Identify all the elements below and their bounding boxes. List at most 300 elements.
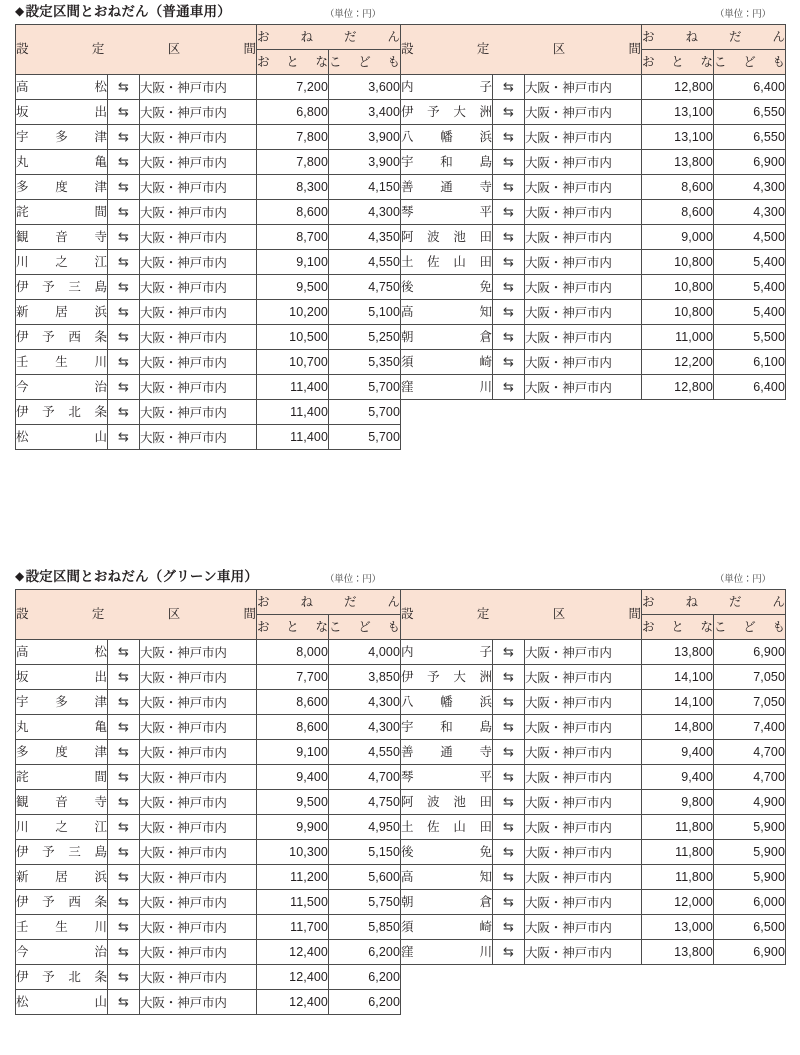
- station-name-label: 多度津: [16, 744, 107, 759]
- table-row: [401, 275, 786, 300]
- station-name-cell: [401, 640, 493, 665]
- swap-arrow-icon: ⇆: [493, 715, 525, 740]
- destination-cell: 大阪・神戸市内: [140, 325, 257, 350]
- table-row: [16, 275, 401, 300]
- child-fare-cell: 6,500: [714, 915, 786, 940]
- station-name-label: 新居浜: [16, 304, 107, 319]
- child-fare-cell: 5,350: [329, 350, 401, 375]
- adult-fare-cell: 7,200: [257, 75, 329, 100]
- table-row: [16, 815, 401, 840]
- swap-arrow-icon: ⇆: [108, 125, 140, 150]
- table-row: [401, 325, 786, 350]
- destination-cell: 大阪・神戸市内: [140, 715, 257, 740]
- station-name-cell: [16, 225, 108, 250]
- destination-cell: 大阪・神戸市内: [525, 375, 642, 400]
- destination-cell: 大阪・神戸市内: [525, 150, 642, 175]
- destination-cell: 大阪・神戸市内: [140, 175, 257, 200]
- station-name-cell: [16, 175, 108, 200]
- child-fare-cell: 4,000: [329, 640, 401, 665]
- adult-fare-cell: 11,400: [257, 375, 329, 400]
- swap-arrow-icon: ⇆: [493, 200, 525, 225]
- swap-arrow-icon: ⇆: [108, 350, 140, 375]
- child-fare-cell: 4,750: [329, 275, 401, 300]
- column-header-adult: お と な: [257, 615, 329, 640]
- fare-rows-left-ordinary: [16, 75, 401, 450]
- swap-arrow-icon: ⇆: [493, 815, 525, 840]
- station-name-label: 伊予大洲: [401, 104, 492, 119]
- table-row: [16, 125, 401, 150]
- child-fare-cell: 5,250: [329, 325, 401, 350]
- destination-cell: 大阪・神戸市内: [140, 225, 257, 250]
- fare-rows-right-green: [401, 640, 786, 965]
- child-fare-cell: 5,700: [329, 425, 401, 450]
- swap-arrow-icon: ⇆: [493, 175, 525, 200]
- station-name-label: 多度津: [16, 179, 107, 194]
- station-name-cell: [16, 690, 108, 715]
- table-row: [16, 640, 401, 665]
- station-name-cell: [16, 790, 108, 815]
- station-name-label: 朝 倉: [401, 894, 492, 909]
- station-name-cell: [401, 300, 493, 325]
- station-name-cell: [16, 400, 108, 425]
- child-fare-cell: 7,400: [714, 715, 786, 740]
- table-row: [401, 790, 786, 815]
- child-fare-cell: 4,900: [714, 790, 786, 815]
- adult-fare-cell: 9,400: [257, 765, 329, 790]
- swap-arrow-icon: ⇆: [493, 890, 525, 915]
- fare-section-ordinary-car: [0, 0, 800, 450]
- swap-arrow-icon: ⇆: [493, 225, 525, 250]
- destination-cell: 大阪・神戸市内: [140, 75, 257, 100]
- table-row: [16, 200, 401, 225]
- station-name-cell: [16, 990, 108, 1015]
- station-name-cell: [16, 815, 108, 840]
- swap-arrow-icon: ⇆: [108, 665, 140, 690]
- section-title-row: [15, 565, 788, 589]
- station-name-label: 八幡浜: [401, 129, 492, 144]
- table-row: [401, 715, 786, 740]
- destination-cell: 大阪・神戸市内: [140, 665, 257, 690]
- child-fare-cell: 6,200: [329, 965, 401, 990]
- child-fare-cell: 4,550: [329, 250, 401, 275]
- swap-arrow-icon: ⇆: [493, 865, 525, 890]
- station-name-cell: [401, 200, 493, 225]
- swap-arrow-icon: ⇆: [493, 150, 525, 175]
- child-fare-cell: 4,300: [329, 690, 401, 715]
- destination-cell: 大阪・神戸市内: [525, 225, 642, 250]
- table-row: [401, 940, 786, 965]
- table-row: [16, 965, 401, 990]
- destination-cell: 大阪・神戸市内: [140, 965, 257, 990]
- column-header-child: こ ど も: [329, 615, 401, 640]
- table-header-row: [401, 25, 786, 50]
- child-fare-cell: 5,400: [714, 250, 786, 275]
- adult-fare-cell: 8,600: [257, 715, 329, 740]
- station-name-cell: [401, 175, 493, 200]
- swap-arrow-icon: ⇆: [108, 915, 140, 940]
- destination-cell: 大阪・神戸市内: [140, 250, 257, 275]
- destination-cell: 大阪・神戸市内: [140, 990, 257, 1015]
- station-name-cell: [401, 815, 493, 840]
- destination-cell: 大阪・神戸市内: [140, 200, 257, 225]
- adult-fare-cell: 9,900: [257, 815, 329, 840]
- adult-fare-cell: 14,100: [642, 665, 714, 690]
- child-fare-cell: 5,400: [714, 300, 786, 325]
- station-name-label: 高 松: [16, 644, 107, 659]
- table-row: [16, 250, 401, 275]
- adult-fare-cell: 10,200: [257, 300, 329, 325]
- station-name-cell: [401, 715, 493, 740]
- destination-cell: 大阪・神戸市内: [140, 940, 257, 965]
- swap-arrow-icon: ⇆: [493, 640, 525, 665]
- table-row: [401, 150, 786, 175]
- swap-arrow-icon: ⇆: [108, 765, 140, 790]
- table-row: [16, 665, 401, 690]
- adult-fare-cell: 11,700: [257, 915, 329, 940]
- station-name-label: 川之江: [16, 254, 107, 269]
- station-name-label: 観音寺: [16, 794, 107, 809]
- station-name-cell: [16, 300, 108, 325]
- station-name-label: 宇多津: [16, 129, 107, 144]
- station-name-cell: [16, 375, 108, 400]
- station-name-label: 丸 亀: [16, 154, 107, 169]
- station-name-cell: [16, 715, 108, 740]
- adult-fare-cell: 11,400: [257, 400, 329, 425]
- child-fare-cell: 7,050: [714, 690, 786, 715]
- table-row: [16, 990, 401, 1015]
- adult-fare-cell: 8,000: [257, 640, 329, 665]
- station-name-cell: [16, 150, 108, 175]
- station-name-label: 伊予大洲: [401, 669, 492, 684]
- child-fare-cell: 6,900: [714, 640, 786, 665]
- station-name-label: 阿波池田: [401, 794, 492, 809]
- destination-cell: 大阪・神戸市内: [525, 915, 642, 940]
- child-fare-cell: 5,750: [329, 890, 401, 915]
- swap-arrow-icon: ⇆: [493, 125, 525, 150]
- child-fare-cell: 6,100: [714, 350, 786, 375]
- swap-arrow-icon: ⇆: [493, 275, 525, 300]
- table-row: [16, 400, 401, 425]
- adult-fare-cell: 9,000: [642, 225, 714, 250]
- swap-arrow-icon: ⇆: [108, 690, 140, 715]
- station-name-label: 須 崎: [401, 354, 492, 369]
- station-name-label: 伊予三島: [16, 279, 107, 294]
- table-row: [401, 840, 786, 865]
- column-header-adult: お と な: [642, 50, 714, 75]
- child-fare-cell: 5,500: [714, 325, 786, 350]
- destination-cell: 大阪・神戸市内: [525, 840, 642, 865]
- swap-arrow-icon: ⇆: [108, 815, 140, 840]
- station-name-label: 善通寺: [401, 744, 492, 759]
- child-fare-cell: 3,900: [329, 125, 401, 150]
- table-row: [401, 250, 786, 275]
- adult-fare-cell: 11,500: [257, 890, 329, 915]
- swap-arrow-icon: ⇆: [108, 425, 140, 450]
- column-header-section: 設 定 区 間: [401, 590, 642, 640]
- station-name-label: 伊予三島: [16, 844, 107, 859]
- adult-fare-cell: 12,400: [257, 990, 329, 1015]
- child-fare-cell: 3,900: [329, 150, 401, 175]
- child-fare-cell: 6,400: [714, 75, 786, 100]
- table-row: [16, 375, 401, 400]
- table-row: [16, 225, 401, 250]
- child-fare-cell: 5,900: [714, 865, 786, 890]
- adult-fare-cell: 9,500: [257, 275, 329, 300]
- swap-arrow-icon: ⇆: [108, 965, 140, 990]
- adult-fare-cell: 12,800: [642, 75, 714, 100]
- swap-arrow-icon: ⇆: [108, 275, 140, 300]
- swap-arrow-icon: ⇆: [108, 940, 140, 965]
- station-name-label: 宇和島: [401, 719, 492, 734]
- destination-cell: 大阪・神戸市内: [525, 125, 642, 150]
- destination-cell: 大阪・神戸市内: [140, 740, 257, 765]
- station-name-label: 壬生川: [16, 919, 107, 934]
- adult-fare-cell: 9,100: [257, 740, 329, 765]
- child-fare-cell: 6,550: [714, 100, 786, 125]
- station-name-cell: [401, 375, 493, 400]
- station-name-cell: [401, 125, 493, 150]
- section-title-text: 設定区間とおねだん（普通車用）: [25, 4, 231, 19]
- destination-cell: 大阪・神戸市内: [140, 865, 257, 890]
- adult-fare-cell: 13,800: [642, 940, 714, 965]
- station-name-cell: [401, 690, 493, 715]
- station-name-cell: [401, 940, 493, 965]
- swap-arrow-icon: ⇆: [108, 865, 140, 890]
- child-fare-cell: 3,600: [329, 75, 401, 100]
- destination-cell: 大阪・神戸市内: [140, 815, 257, 840]
- destination-cell: 大阪・神戸市内: [140, 915, 257, 940]
- table-row: [401, 350, 786, 375]
- swap-arrow-icon: ⇆: [108, 715, 140, 740]
- table-row: [401, 865, 786, 890]
- child-fare-cell: 5,850: [329, 915, 401, 940]
- destination-cell: 大阪・神戸市内: [525, 640, 642, 665]
- destination-cell: 大阪・神戸市内: [140, 790, 257, 815]
- station-name-label: 内 子: [401, 644, 492, 659]
- destination-cell: 大阪・神戸市内: [525, 200, 642, 225]
- station-name-cell: [401, 325, 493, 350]
- station-name-cell: [16, 250, 108, 275]
- table-row: [401, 200, 786, 225]
- station-name-cell: [401, 150, 493, 175]
- child-fare-cell: 3,400: [329, 100, 401, 125]
- station-name-label: 川之江: [16, 819, 107, 834]
- table-row: [16, 350, 401, 375]
- station-name-label: 後 免: [401, 844, 492, 859]
- adult-fare-cell: 11,800: [642, 815, 714, 840]
- adult-fare-cell: 8,700: [257, 225, 329, 250]
- destination-cell: 大阪・神戸市内: [525, 690, 642, 715]
- column-header-price-group: お ね だ ん: [257, 25, 401, 50]
- child-fare-cell: 4,300: [329, 200, 401, 225]
- destination-cell: 大阪・神戸市内: [525, 890, 642, 915]
- child-fare-cell: 5,700: [329, 400, 401, 425]
- child-fare-cell: 6,900: [714, 940, 786, 965]
- column-header-child: こ ど も: [714, 615, 786, 640]
- swap-arrow-icon: ⇆: [108, 375, 140, 400]
- swap-arrow-icon: ⇆: [108, 325, 140, 350]
- adult-fare-cell: 11,000: [642, 325, 714, 350]
- station-name-cell: [16, 915, 108, 940]
- destination-cell: 大阪・神戸市内: [525, 325, 642, 350]
- destination-cell: 大阪・神戸市内: [140, 890, 257, 915]
- destination-cell: 大阪・神戸市内: [525, 765, 642, 790]
- station-name-label: 土佐山田: [401, 819, 492, 834]
- swap-arrow-icon: ⇆: [493, 375, 525, 400]
- station-name-cell: [16, 325, 108, 350]
- destination-cell: 大阪・神戸市内: [525, 740, 642, 765]
- station-name-label: 八幡浜: [401, 694, 492, 709]
- child-fare-cell: 4,150: [329, 175, 401, 200]
- swap-arrow-icon: ⇆: [493, 250, 525, 275]
- station-name-label: 高 知: [401, 869, 492, 884]
- station-name-label: 善通寺: [401, 179, 492, 194]
- swap-arrow-icon: ⇆: [108, 640, 140, 665]
- swap-arrow-icon: ⇆: [493, 840, 525, 865]
- adult-fare-cell: 10,800: [642, 250, 714, 275]
- swap-arrow-icon: ⇆: [108, 200, 140, 225]
- adult-fare-cell: 8,600: [257, 690, 329, 715]
- child-fare-cell: 4,750: [329, 790, 401, 815]
- destination-cell: 大阪・神戸市内: [525, 350, 642, 375]
- station-name-label: 松 山: [16, 429, 107, 444]
- table-row: [16, 840, 401, 865]
- swap-arrow-icon: ⇆: [493, 300, 525, 325]
- adult-fare-cell: 8,600: [642, 175, 714, 200]
- table-row: [401, 100, 786, 125]
- station-name-cell: [16, 425, 108, 450]
- child-fare-cell: 6,400: [714, 375, 786, 400]
- destination-cell: 大阪・神戸市内: [140, 375, 257, 400]
- adult-fare-cell: 11,400: [257, 425, 329, 450]
- table-row: [16, 940, 401, 965]
- swap-arrow-icon: ⇆: [108, 400, 140, 425]
- child-fare-cell: 4,950: [329, 815, 401, 840]
- station-name-label: 観音寺: [16, 229, 107, 244]
- table-row: [16, 890, 401, 915]
- fare-table-left-ordinary: [15, 24, 401, 450]
- child-fare-cell: 5,700: [329, 375, 401, 400]
- adult-fare-cell: 8,300: [257, 175, 329, 200]
- station-name-cell: [16, 125, 108, 150]
- child-fare-cell: 5,600: [329, 865, 401, 890]
- fare-table-left-green: [15, 589, 401, 1015]
- adult-fare-cell: 14,100: [642, 690, 714, 715]
- destination-cell: 大阪・神戸市内: [525, 790, 642, 815]
- station-name-cell: [16, 75, 108, 100]
- station-name-label: 詫 間: [16, 204, 107, 219]
- adult-fare-cell: 6,800: [257, 100, 329, 125]
- station-name-label: 阿波池田: [401, 229, 492, 244]
- child-fare-cell: 6,200: [329, 990, 401, 1015]
- diamond-bullet-icon: ◆: [15, 4, 25, 18]
- table-row: [16, 915, 401, 940]
- station-name-label: 伊予西条: [16, 894, 107, 909]
- swap-arrow-icon: ⇆: [493, 690, 525, 715]
- swap-arrow-icon: ⇆: [108, 990, 140, 1015]
- table-row: [401, 665, 786, 690]
- table-row: [401, 640, 786, 665]
- destination-cell: 大阪・神戸市内: [140, 425, 257, 450]
- adult-fare-cell: 13,100: [642, 100, 714, 125]
- column-header-section: 設 定 区 間: [401, 25, 642, 75]
- table-row: [16, 425, 401, 450]
- destination-cell: 大阪・神戸市内: [140, 350, 257, 375]
- station-name-label: 坂 出: [16, 669, 107, 684]
- station-name-label: 壬生川: [16, 354, 107, 369]
- station-name-label: 高 知: [401, 304, 492, 319]
- station-name-cell: [16, 640, 108, 665]
- swap-arrow-icon: ⇆: [493, 765, 525, 790]
- column-header-child: こ ど も: [329, 50, 401, 75]
- child-fare-cell: 4,550: [329, 740, 401, 765]
- child-fare-cell: 6,000: [714, 890, 786, 915]
- adult-fare-cell: 13,800: [642, 150, 714, 175]
- station-name-cell: [401, 915, 493, 940]
- swap-arrow-icon: ⇆: [108, 840, 140, 865]
- table-row: [401, 375, 786, 400]
- station-name-cell: [16, 100, 108, 125]
- swap-arrow-icon: ⇆: [108, 150, 140, 175]
- unit-note-left: （単位：円）: [325, 9, 381, 20]
- swap-arrow-icon: ⇆: [493, 915, 525, 940]
- child-fare-cell: 4,700: [329, 765, 401, 790]
- child-fare-cell: 5,900: [714, 840, 786, 865]
- fare-section-green-car: [0, 565, 800, 1015]
- station-name-label: 琴 平: [401, 769, 492, 784]
- station-name-cell: [16, 200, 108, 225]
- swap-arrow-icon: ⇆: [493, 350, 525, 375]
- table-row: [401, 125, 786, 150]
- station-name-cell: [401, 350, 493, 375]
- table-row: [401, 765, 786, 790]
- destination-cell: 大阪・神戸市内: [525, 175, 642, 200]
- unit-note-left: （単位：円）: [325, 574, 381, 585]
- adult-fare-cell: 10,500: [257, 325, 329, 350]
- station-name-cell: [16, 765, 108, 790]
- swap-arrow-icon: ⇆: [493, 665, 525, 690]
- destination-cell: 大阪・神戸市内: [140, 300, 257, 325]
- section-title-row: [15, 0, 788, 24]
- adult-fare-cell: 7,700: [257, 665, 329, 690]
- station-name-label: 後 免: [401, 279, 492, 294]
- adult-fare-cell: 7,800: [257, 125, 329, 150]
- destination-cell: 大阪・神戸市内: [525, 715, 642, 740]
- adult-fare-cell: 9,800: [642, 790, 714, 815]
- table-row: [401, 75, 786, 100]
- station-name-label: 新居浜: [16, 869, 107, 884]
- station-name-label: 窪 川: [401, 944, 492, 959]
- swap-arrow-icon: ⇆: [108, 300, 140, 325]
- station-name-cell: [401, 765, 493, 790]
- adult-fare-cell: 10,800: [642, 275, 714, 300]
- station-name-label: 松 山: [16, 994, 107, 1009]
- child-fare-cell: 4,300: [329, 715, 401, 740]
- column-header-price-group: お ね だ ん: [642, 590, 786, 615]
- swap-arrow-icon: ⇆: [108, 890, 140, 915]
- adult-fare-cell: 11,800: [642, 865, 714, 890]
- destination-cell: 大阪・神戸市内: [140, 400, 257, 425]
- adult-fare-cell: 12,000: [642, 890, 714, 915]
- column-header-section: 設 定 区 間: [16, 25, 257, 75]
- station-name-cell: [401, 840, 493, 865]
- adult-fare-cell: 12,800: [642, 375, 714, 400]
- station-name-cell: [401, 890, 493, 915]
- column-header-price-group: お ね だ ん: [257, 590, 401, 615]
- table-row: [401, 175, 786, 200]
- destination-cell: 大阪・神戸市内: [525, 940, 642, 965]
- child-fare-cell: 5,150: [329, 840, 401, 865]
